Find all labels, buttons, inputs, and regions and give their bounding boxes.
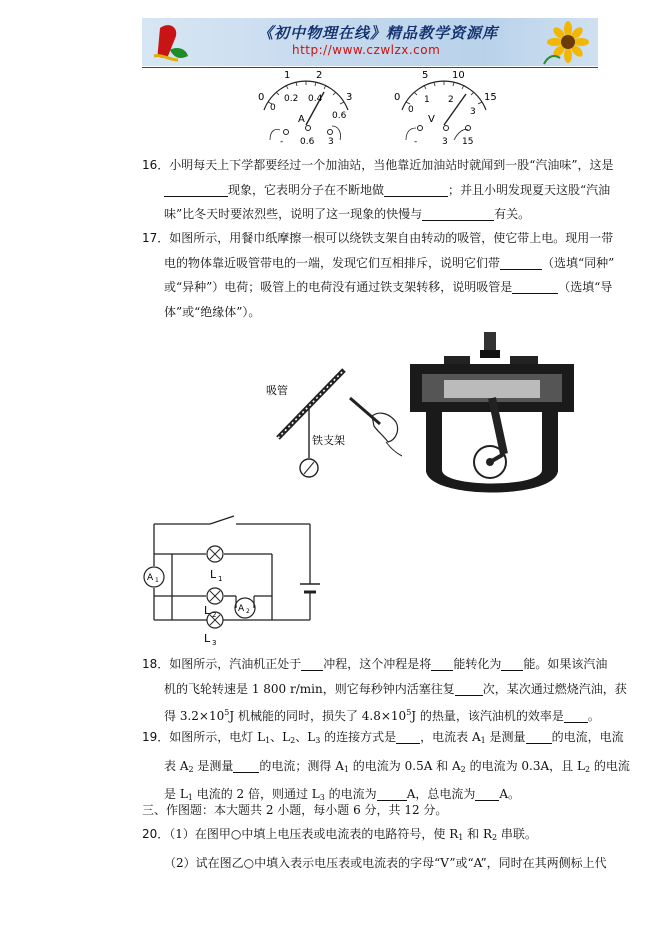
ammeter-terminal-06: 0.6 [300,137,315,147]
voltmeter-terminal-15: 15 [462,137,474,147]
header-rule [142,67,598,68]
q19-text: A，总电流为 [406,787,476,801]
q19-text: 的电流为 0.5A 和 A [348,758,461,773]
answer-blank[interactable] [455,682,483,696]
ammeter-symbol: A [298,114,305,125]
subscript: 1 [480,736,486,745]
circuit-label-L2-sub: 2 [212,611,217,619]
q16-line-1: 小明每天上下学都要经过一个加油站，当他靠近加油站时就闻到一股“汽油味”，这是 [169,158,614,172]
q18-text: 机的飞轮转速是 1 800 r/min，则它每秒钟内活塞往复 [164,681,455,696]
q17-line-3b: （选填“导 [558,280,613,294]
subscript: 1 [343,764,349,774]
q18-text: 如图所示，汽油机正处于 [169,657,302,671]
question-number: 19． [142,730,170,744]
q18-text: 冲程，这个冲程是将 [323,657,432,671]
section-3-heading [142,798,602,823]
site-title: 《初中物理在线》精品教学资源库 [258,24,499,42]
circuit-label-A2: A [238,604,245,614]
q19-text: 的电流为 0.3A，且 L [465,758,585,773]
q16-line-2a: 现象，它表明分子在不断地做 [228,182,385,197]
q16-line-3a: 味”比冬天时要浓烈些，说明了这一现象的快慢与 [164,207,423,221]
site-url: http://www.czwlzx.com [292,43,441,57]
ammeter-tick-2: 2 [316,70,323,81]
circuit-label-L3: L [204,632,211,645]
q19-text: 是测量 [485,730,526,744]
subscript: 3 [315,736,321,745]
q20-text: （1）在图甲○中填上电压表或电流表的电路符号，使 R [169,827,459,841]
answer-blank[interactable] [301,657,323,671]
ammeter-tick-3: 3 [346,92,353,103]
hand-icon [372,413,398,442]
answer-blank[interactable] [164,183,228,197]
straw-figure [262,360,412,485]
voltmeter-inner-2: 2 [448,95,454,105]
meters-figure [250,70,500,150]
question-number: 18． [142,657,170,671]
straw-label: 吸管 [266,384,288,397]
q20-text: 和 R [463,827,493,841]
q19-text: 电流的 2 倍，则通过 L [192,787,320,801]
charged-rod [350,398,380,424]
q20-text: （2）试在图乙○中填入表示电压表或电流表的字母“V”或“A”，同时在其两侧标上代 [164,855,607,870]
q20-text: 串联。 [497,827,537,841]
ammeter-inner-3: 0.6 [332,111,347,121]
q18-text: 次，某次通过燃烧汽油，获 [482,681,627,696]
answer-blank[interactable] [564,709,588,723]
ammeter-inner-2: 0.4 [308,94,323,104]
q19-text: 、L [270,730,291,744]
q18-text: 。 [587,709,600,723]
q18-text: 得 3.2×10 [164,709,225,723]
q16-line-3b: 有关。 [494,207,531,221]
subscript: 2 [492,833,498,842]
question-number: 17． [142,231,170,245]
circuit-label-L1-sub: 1 [218,575,223,583]
q19-text: 的连接方式是 [320,730,397,744]
voltmeter-inner-3: 3 [470,107,476,117]
q17-line-3a: 或“异种”）电荷；吸管上的电荷没有通过铁支架转移，说明吸管是 [164,280,513,294]
sunflower-icon [534,20,594,66]
answer-blank[interactable] [501,657,523,671]
circuit-label-L1: L [210,568,217,581]
q19-text: 是测量 [193,758,234,773]
question-number: 16． [142,158,170,172]
q19-text: ，电流表 A [420,730,481,744]
subscript: 2 [584,764,591,774]
answer-blank[interactable] [233,759,259,773]
answer-blank[interactable] [512,280,558,294]
voltmeter-tick-0: 0 [394,92,401,103]
engine-figure [404,330,578,502]
q17-line-1: 如图所示，用餐巾纸摩擦一根可以绕铁支架自由转动的吸管，使它带上电。现用一带 [169,231,614,245]
subscript: 3 [319,793,325,802]
exponent: 5 [406,708,412,717]
question-20 [142,822,607,875]
voltmeter-tick-2: 10 [452,70,465,81]
subscript: 1 [265,736,271,745]
circuit-label-L3-sub: 3 [212,639,217,647]
piston [444,380,540,398]
ammeter-inner-1: 0.2 [284,94,299,104]
switch [210,516,234,524]
q18-text: J 的热量，该汽油机的效率是 [411,709,564,723]
answer-blank[interactable] [431,657,453,671]
q19-text: 、L [295,730,316,744]
circuit-label-A2-sub: 2 [246,608,250,615]
site-logo-icon [148,20,192,64]
voltmeter-terminal-3: 3 [442,137,448,147]
exponent: 5 [224,708,230,717]
answer-blank[interactable] [500,256,542,270]
section-heading-text: 三、作图题：本大题共 2 小题，每小题 6 分，共 12 分。 [142,803,448,817]
header-banner [142,18,598,66]
q17-line-2b: （选填“同种” [542,255,615,270]
q19-text: 的电流；测得 A [259,758,344,773]
voltmeter-inner-0: 0 [408,105,414,115]
subscript: 2 [290,736,296,745]
q18-text: 能转化为 [453,657,502,671]
voltmeter-tick-1: 5 [422,70,429,81]
question-18 [142,652,627,729]
answer-blank[interactable] [422,207,494,221]
q19-text: 是 L [164,787,188,801]
subscript: 2 [188,764,194,774]
voltmeter-dial [394,70,497,147]
q16-line-2b: ；并且小明发现夏天这股“汽油 [448,182,611,197]
ammeter-terminal-neg: - [280,137,284,147]
q18-text: 能。如果该汽油 [523,657,608,671]
q18-text: J 机械能的同时，损失了 4.8×10 [229,709,407,723]
circuit-label-A1-sub: 1 [155,577,159,584]
subscript: 1 [187,793,193,802]
subscript: 1 [458,833,464,842]
answer-blank[interactable] [526,730,552,744]
question-16 [142,153,614,227]
question-17 [142,226,615,324]
q19-text: 的电流 [590,758,630,773]
voltmeter-terminal-neg: - [414,137,418,147]
ammeter-dial [258,70,352,147]
ammeter-tick-1: 1 [284,70,291,81]
q19-text: A。 [499,787,521,801]
circuit-figure [138,512,338,650]
voltmeter-inner-1: 1 [424,95,430,105]
q17-line-2a: 电的物体靠近吸管带电的一端，发现它们互相排斥，说明它们带 [164,255,501,270]
q17-line-4: 体”或“绝缘体”）。 [164,304,261,319]
answer-blank[interactable] [396,730,420,744]
ammeter-terminal-3: 3 [328,137,334,147]
question-number: 20． [142,827,170,841]
stand-label: 铁支架 [312,434,345,447]
q19-text: 表 A [164,758,189,773]
ammeter-tick-0: 0 [258,92,265,103]
circuit-label-A1: A [147,573,154,583]
voltmeter-symbol: V [428,114,435,125]
ammeter-inner-0: 0 [270,103,276,113]
voltmeter-tick-3: 15 [484,92,497,103]
q19-text: 的电流，电流 [551,730,624,744]
q19-text: 的电流为 [324,787,377,801]
q19-text: 如图所示，电灯 L [169,730,266,744]
answer-blank[interactable] [384,183,448,197]
subscript: 2 [460,764,466,774]
circuit-label-L2: L [204,604,211,617]
